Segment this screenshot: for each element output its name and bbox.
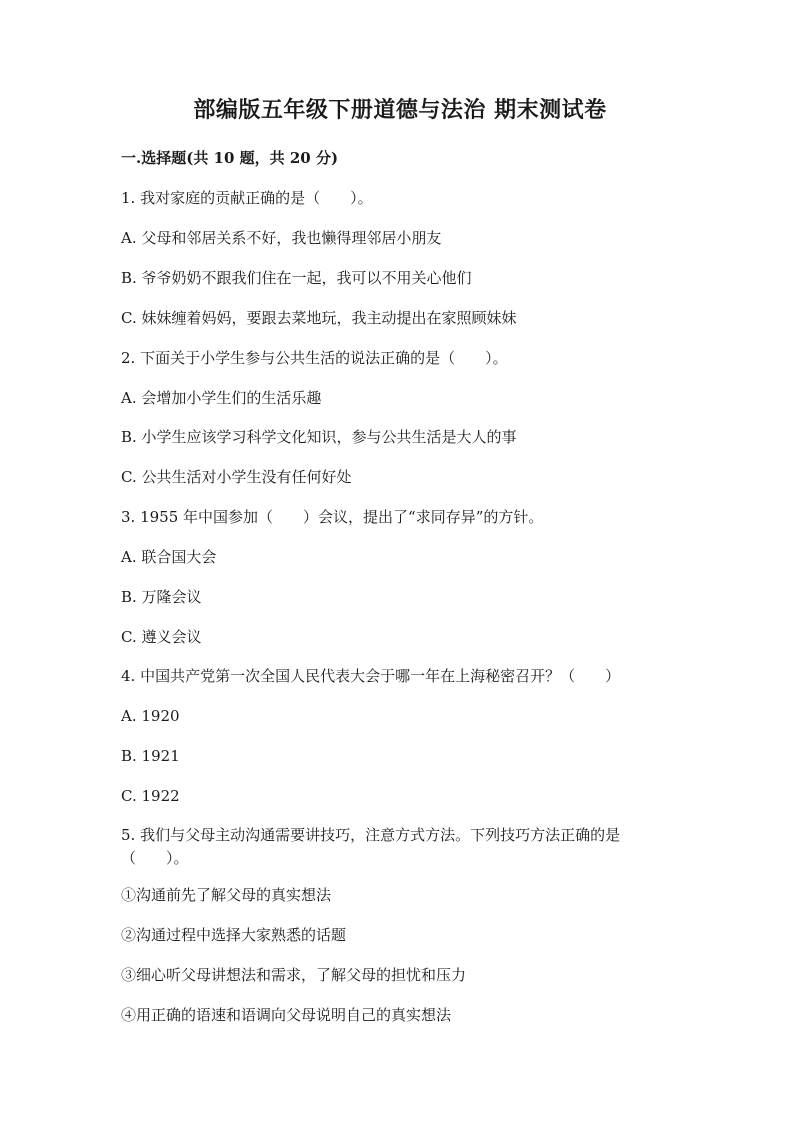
question-2-option-c: C. 公共生活对小学生没有任何好处 <box>121 468 352 486</box>
question-4-option-a: A. 1920 <box>121 707 180 725</box>
section-heading: 一.选择题(共 10 题，共 20 分) <box>121 149 339 167</box>
question-4-option-b: B. 1921 <box>121 747 180 765</box>
question-1-option-c: C. 妹妹缠着妈妈，要跟去菜地玩，我主动提出在家照顾妹妹 <box>121 309 517 327</box>
question-3-option-b: B. 万隆会议 <box>121 588 202 606</box>
question-5-option-1: ①沟通前先了解父母的真实想法 <box>121 886 332 904</box>
question-5-stem: 5. 我们与父母主动沟通需要讲技巧，注意方式方法。下列技巧方法正确的是（ ）。 <box>121 826 621 867</box>
question-5-option-3: ③细心听父母讲想法和需求，了解父母的担忧和压力 <box>121 966 467 984</box>
question-5-option-4: ④用正确的语速和语调向父母说明自己的真实想法 <box>121 1006 452 1024</box>
question-2-option-a: A. 会增加小学生们的生活乐趣 <box>121 389 322 407</box>
question-4-option-c: C. 1922 <box>121 787 180 805</box>
question-3-option-a: A. 联合国大会 <box>121 548 217 566</box>
question-3-option-c: C. 遵义会议 <box>121 628 202 646</box>
question-1-option-b: B. 爷爷奶奶不跟我们住在一起，我可以不用关心他们 <box>121 269 472 287</box>
question-4-stem: 4. 中国共产党第一次全国人民代表大会于哪一年在上海秘密召开？（ ） <box>121 667 621 685</box>
question-2-stem: 2. 下面关于小学生参与公共生活的说法正确的是（ ）。 <box>121 349 508 367</box>
page-title: 部编版五年级下册道德与法治 期末测试卷 <box>193 97 607 123</box>
question-3-stem: 3. 1955 年中国参加（ ）会议，提出了“求同存异”的方针。 <box>121 508 544 526</box>
question-1-stem: 1. 我对家庭的贡献正确的是（ ）。 <box>121 189 373 207</box>
question-1-option-a: A. 父母和邻居关系不好，我也懒得理邻居小朋友 <box>121 229 442 247</box>
question-5-option-2: ②沟通过程中选择大家熟悉的话题 <box>121 926 347 944</box>
question-2-option-b: B. 小学生应该学习科学文化知识，参与公共生活是大人的事 <box>121 428 517 446</box>
